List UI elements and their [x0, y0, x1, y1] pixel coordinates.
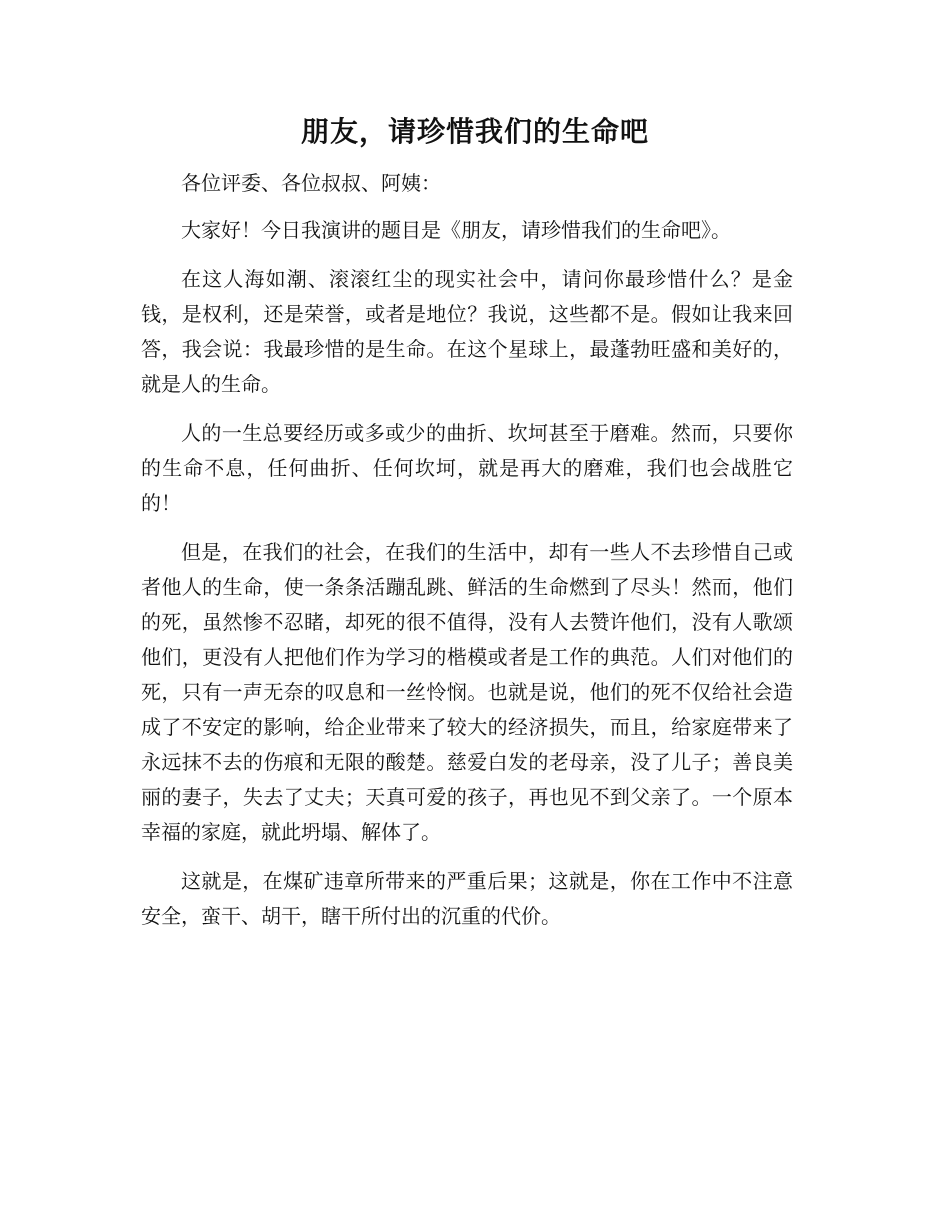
paragraph-intro: 大家好！今日我演讲的题目是《朋友，请珍惜我们的生命吧》。: [181, 218, 731, 242]
paragraph-conclusion: 这就是，在煤矿违章所带来的严重后果；这就是，你在工作中不注意安全，蛮干、胡干，瞎干所付出的沉重的代价。: [141, 869, 793, 928]
paragraph-greeting: 各位评委、各位叔叔、阿姨：: [181, 171, 441, 195]
document-body: [141, 166, 793, 934]
paragraph-cherish-life: 在这人海如潮、滚滚红尘的现实社会中，请问你最珍惜什么？是金钱，是权利，还是荣誉，或者是地位？我说，这些都不是。假如让我来回答，我会说：我最珍惜的是生命。在这个星球上，最蓬勃旺盛和美好的，就是人的生命。: [141, 267, 793, 396]
paragraph-consequences: 但是，在我们的社会，在我们的生活中，却有一些人不去珍惜自己或者他人的生命，使一条条活蹦乱跳、鲜活的生命燃到了尽头！然而，他们的死，虽然惨不忍睹，却死的很不值得，没有人去赞许他们，没有人歌颂他们，更没有人把他们作为学习的楷模或者是工作的典范。人们对他们的死，只有一声无奈的叹息和一丝怜悯。也就是说，他们的死不仅给社会造成了不安定的影响，给企业带来了较大的经济损失，而且，给家庭带来了永远抹不去的伤痕和无限的酸楚。慈爱白发的老母亲，没了儿子；善良美丽的妻子，失去了丈夫；天真可爱的孩子，再也见不到父亲了。一个原本幸福的家庭，就此坍塌、解体了。: [141, 540, 793, 844]
paragraph-hardships: 人的一生总要经历或多或少的曲折、坎坷甚至于磨难。然而，只要你的生命不息，任何曲折、任何坎坷，就是再大的磨难，我们也会战胜它的！: [141, 421, 793, 515]
document-title: 朋友，请珍惜我们的生命吧: [300, 115, 649, 148]
